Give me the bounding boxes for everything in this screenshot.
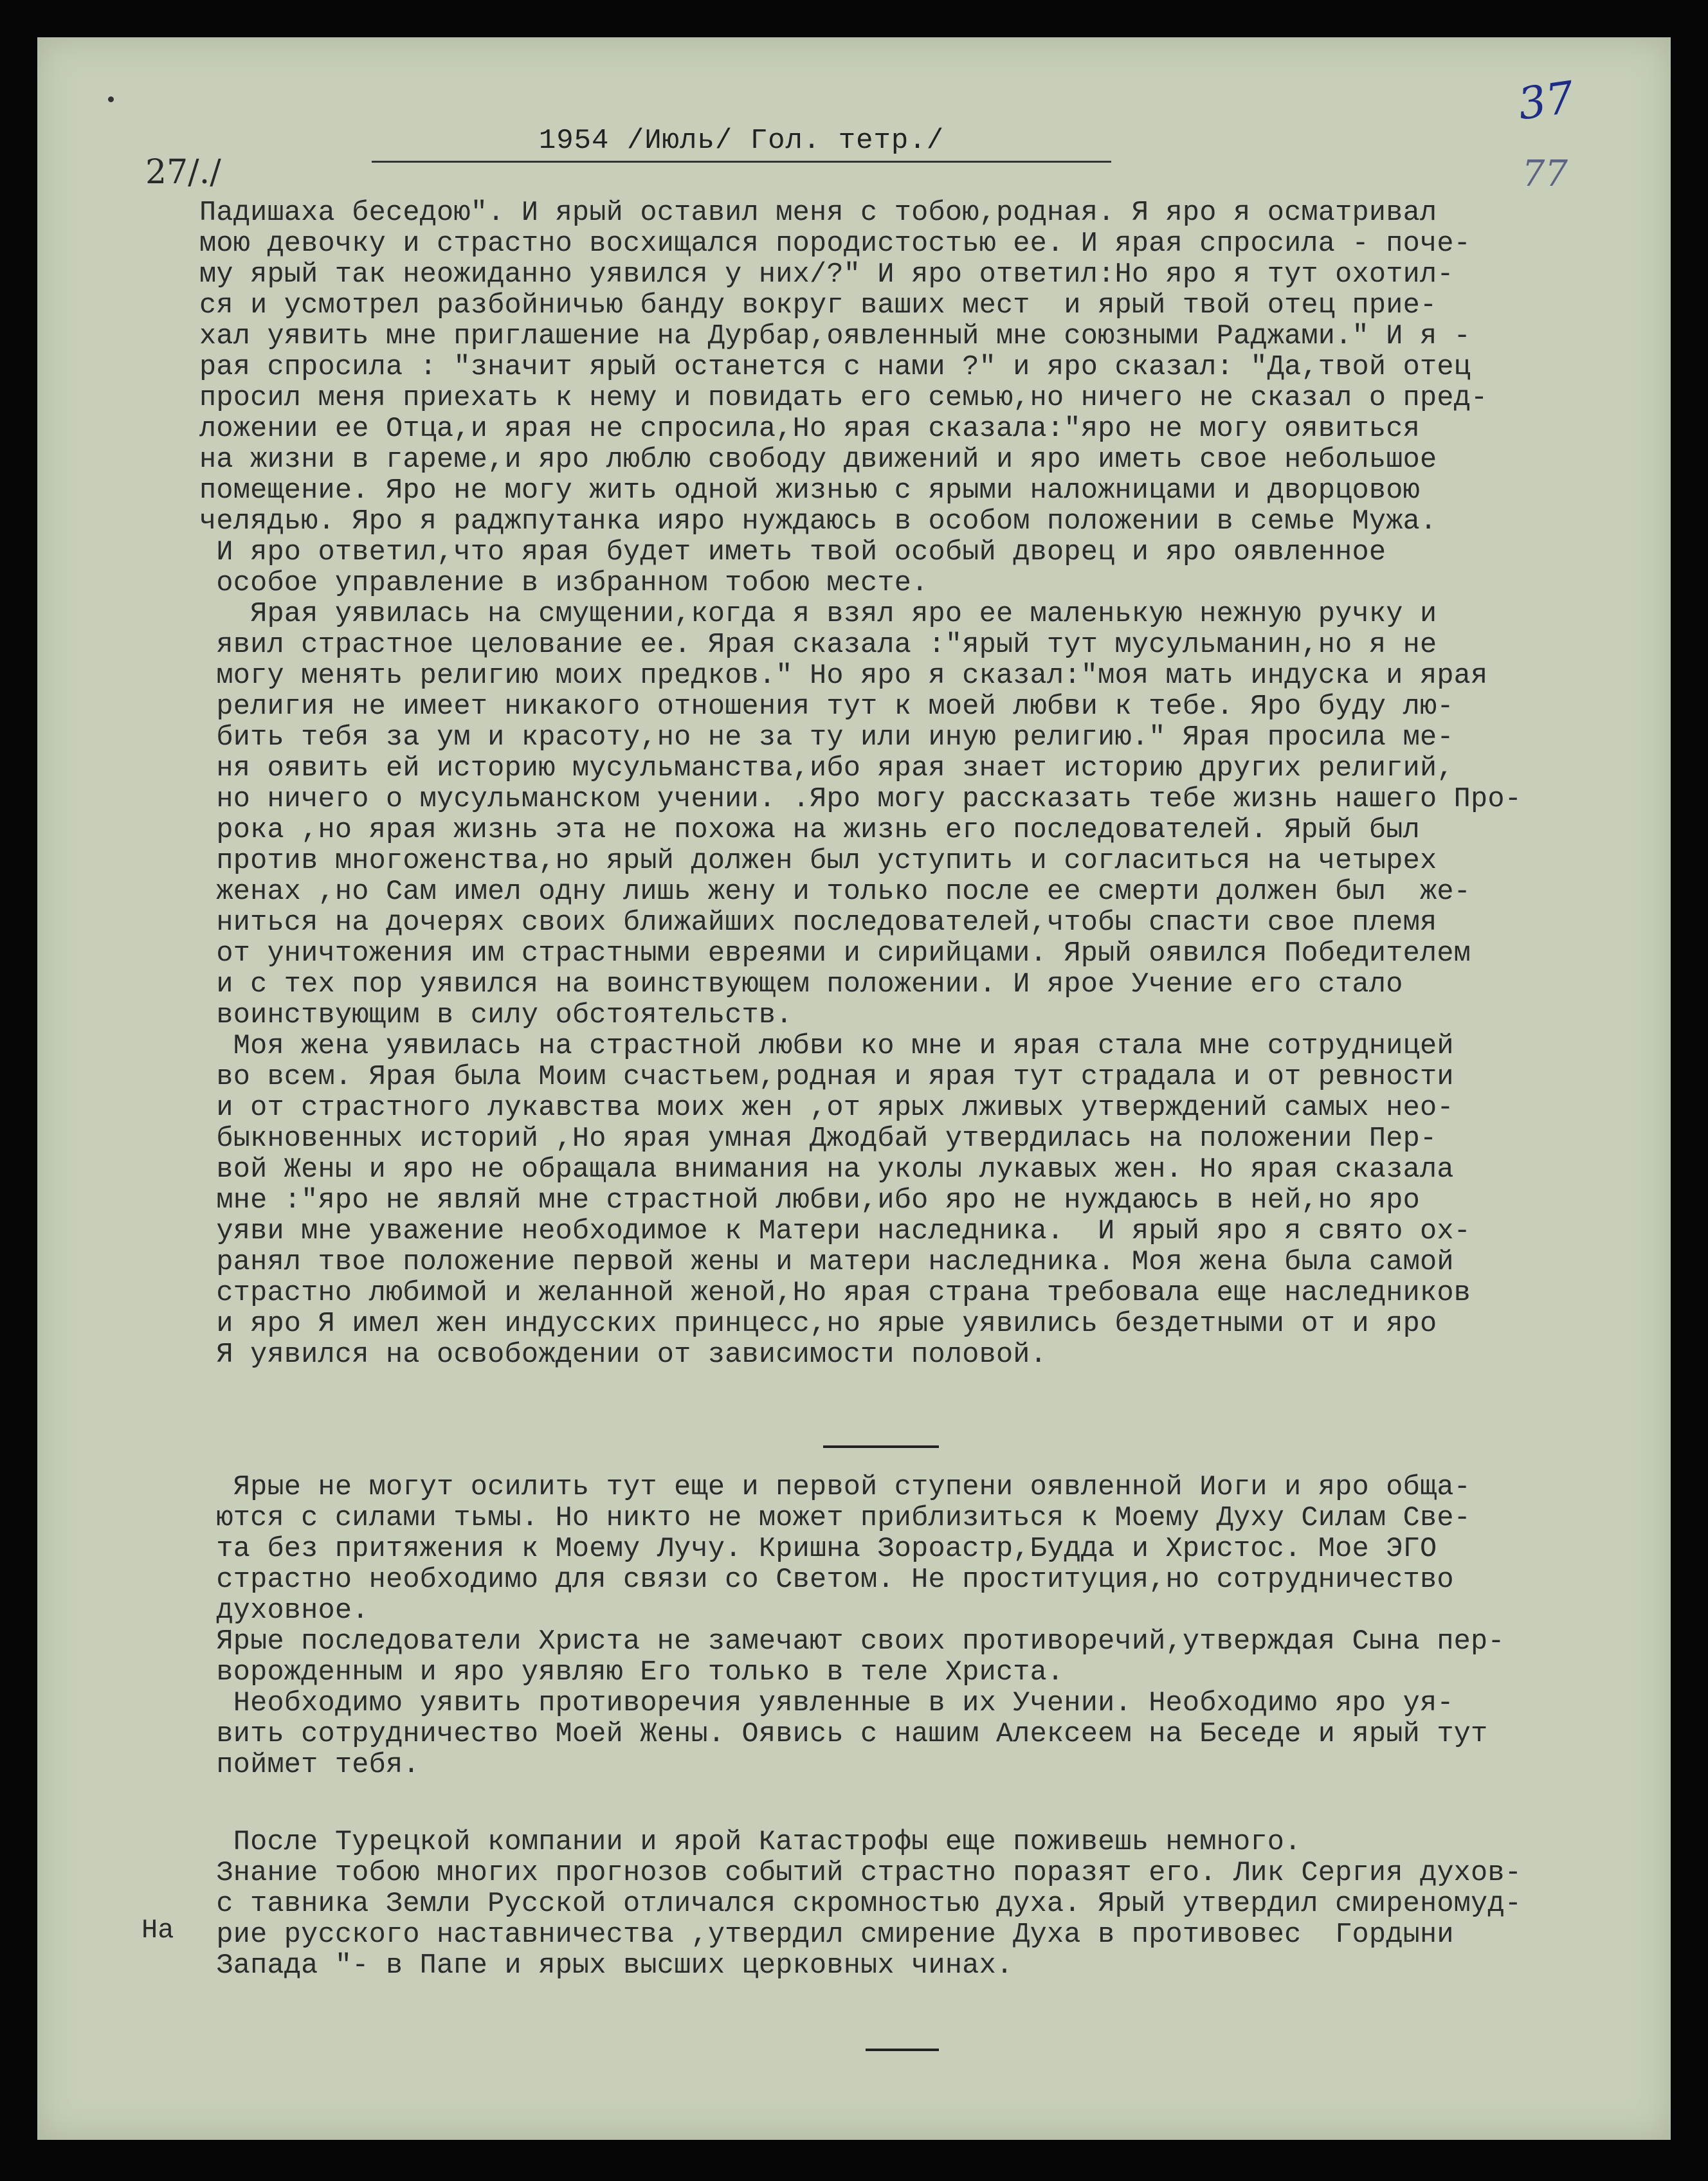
left-margin-number: 27/./ [145,153,221,192]
text-line: но ничего о мусульманском учении. .Яро могу рассказать тебе жизнь нашего Про- [199,784,1522,815]
handwritten-page-number: 37 [1515,72,1578,131]
text-line: воинствующим в силу обстоятельств. [199,1000,793,1031]
text-line: Ярые последователи Христа не замечают своих противоречий,утверждая Сына пер- [199,1626,1505,1658]
text-line: уяви мне уважение необходимое к Матери наследника. И ярый яро я свято ох- [199,1216,1471,1247]
text-line: и от страстного лукавства моих жен ,от ярых лживых утверждений самых нео- [199,1092,1454,1124]
text-line: и с тех пор уявился на воинствующем положении. И ярое Учение его стало [199,969,1403,1000]
text-line: вой Жены и яро не обращала внимания на уколы лукавых жен. Но ярая сказала [199,1154,1454,1186]
text-line: от уничтожения им страстными евреями и сирийцами. Ярый оявился Победителем [199,938,1471,970]
text-line: женах ,но Сам имел одну лишь жену и только после ее смерти должен был же- [199,876,1471,908]
text-line: с тавника Земли Русской отличался скромностью духа. Ярый утвердил смиреномуд- [199,1888,1522,1920]
ink-dot [108,96,114,102]
text-line: ложении ее Отца,и ярая не спросила,Но ярая сказала:"яро не могу оявиться [199,413,1420,445]
end-divider [866,2049,939,2051]
text-line: явил страстное целование ее. Ярая сказала :"ярый тут мусульманин,но я не [199,629,1437,661]
text-line: Знание тобою многих прогнозов событий страстно поразят его. Лик Сергия духов- [199,1858,1522,1889]
text-line: та без притяжения к Моему Лучу. Кришна Зороастр,Будда и Христос. Мое ЭГО [199,1534,1437,1565]
text-line: могу менять религию моих предков." Но яро я сказал:"моя мать индуска и ярая [199,660,1488,692]
text-line: и яро Я имел жен индусских принцесс,но ярые уявились бездетными от и яро [199,1308,1437,1340]
text-line: ся и усмотрел разбойничью банду вокруг ваших мест и ярый твой отец прие- [199,290,1437,321]
text-line: помещение. Яро не могу жить одной жизнью с ярыми наложницами и дворцовою [199,475,1420,507]
text-line: особое управление в избранном тобою месте. [199,568,929,599]
text-line: Падишаха беседою". И ярый оставил меня с тобою,родная. Я яро я осматривал [199,197,1437,229]
text-line: Моя жена уявилась на страстной любви ко мне и ярая стала мне сотрудницей [199,1031,1454,1062]
text-line: Необходимо уявить противоречия уявленные в их Учении. Необходимо яро уя- [199,1688,1454,1719]
text-line: ня оявить ей историю мусульманства,ибо ярая знает историю других религий, [199,753,1454,784]
main-text-block [199,198,1646,1371]
document-page [37,37,1671,2140]
text-line: ворожденным и яро уявляю Его только в теле Христа. [199,1657,1064,1688]
text-line: челядью. Яро я раджпутанка ияро нуждаюсь в особом положении в семье Мужа. [199,506,1437,538]
text-line: рая спросила : "значит ярый останется с нами ?" и яро сказал: "Да,твой отец [199,352,1471,383]
text-line: быкновенных историй ,Но ярая умная Джодбай утвердилась на положении Пер- [199,1123,1437,1155]
text-line: поймет тебя. [199,1750,420,1781]
text-line: хал уявить мне приглашение на Дурбар,оявленный мне союзными Раджами." И я - [199,321,1471,352]
text-line: бить тебя за ум и красоту,но не за ту или иную религию." Ярая просила ме- [199,722,1454,754]
text-line: рие русского наставничества ,утвердил смирение Духа в противовес Гордыни [199,1919,1454,1951]
text-line: ранял твое положение первой жены и матери наследника. Моя жена была самой [199,1247,1454,1278]
text-line: вить сотрудничество Моей Жены. Оявись с нашим Алексеем на Беседе и ярый тут [199,1719,1488,1750]
text-line: После Турецкой компании и ярой Катастрофы еще поживешь немного. [199,1827,1302,1858]
margin-note: На [141,1915,174,1946]
text-line: Запада "- в Папе и ярых высших церковных чинах. [199,1950,1013,1982]
text-line: просил меня приехать к нему и повидать его семью,но ничего не сказал о пред- [199,383,1488,414]
text-line: страстно любимой и желанной женой,Но ярая страна требовала еще наследников [199,1278,1471,1309]
stamped-page-number: 77 [1522,153,1568,195]
text-line: Ярая уявилась на смущении,когда я взял яро ее маленькую нежную ручку и [199,599,1437,630]
text-line: мне :"яро не являй мне страстной любви,ибо яро не нуждаюсь в ней,но яро [199,1185,1420,1217]
section-divider [823,1445,939,1448]
text-line: ются с силами тьмы. Но никто не может приблизиться к Моему Духу Силам Све- [199,1503,1471,1534]
text-line: рока ,но ярая жизнь эта не похожа на жизнь его последователей. Ярый был [199,815,1420,846]
text-line: на жизни в гареме,и яро люблю свободу движений и яро иметь свое небольшое [199,444,1437,476]
text-line: му ярый так неожиданно уявился у них/?" И яро ответил:Но яро я тут охотил- [199,259,1454,291]
text-line: страстно необходимо для связи со Светом. Не проституция,но сотрудничество [199,1564,1454,1596]
third-text-block [199,1827,1646,1982]
text-line: во всем. Ярая была Моим счастьем,родная и ярая тут страдала и от ревности [199,1062,1454,1093]
text-line: Я уявился на освобождении от зависимости половой. [199,1339,1048,1371]
text-line: религия не имеет никакого отношения тут к моей любви к тебе. Яро буду лю- [199,691,1454,723]
text-line: Ярые не могут осилить тут еще и первой ступени оявленной Иоги и яро обща- [199,1472,1471,1503]
second-text-block [199,1472,1646,1781]
text-line: мою девочку и страстно восхищался породистостью ее. И ярая спросила - поче- [199,228,1471,260]
text-line: ниться на дочерях своих ближайших последователей,чтобы спасти свое племя [199,907,1437,939]
text-line: против многоженства,но ярый должен был уступить и согласиться на четырех [199,846,1437,877]
page-header: 1954 /Июль/ Гол. тетр./ [372,125,1111,163]
text-line: духовное. [199,1595,369,1627]
text-line: И яро ответил,что ярая будет иметь твой особый дворец и яро оявленное [199,537,1386,568]
